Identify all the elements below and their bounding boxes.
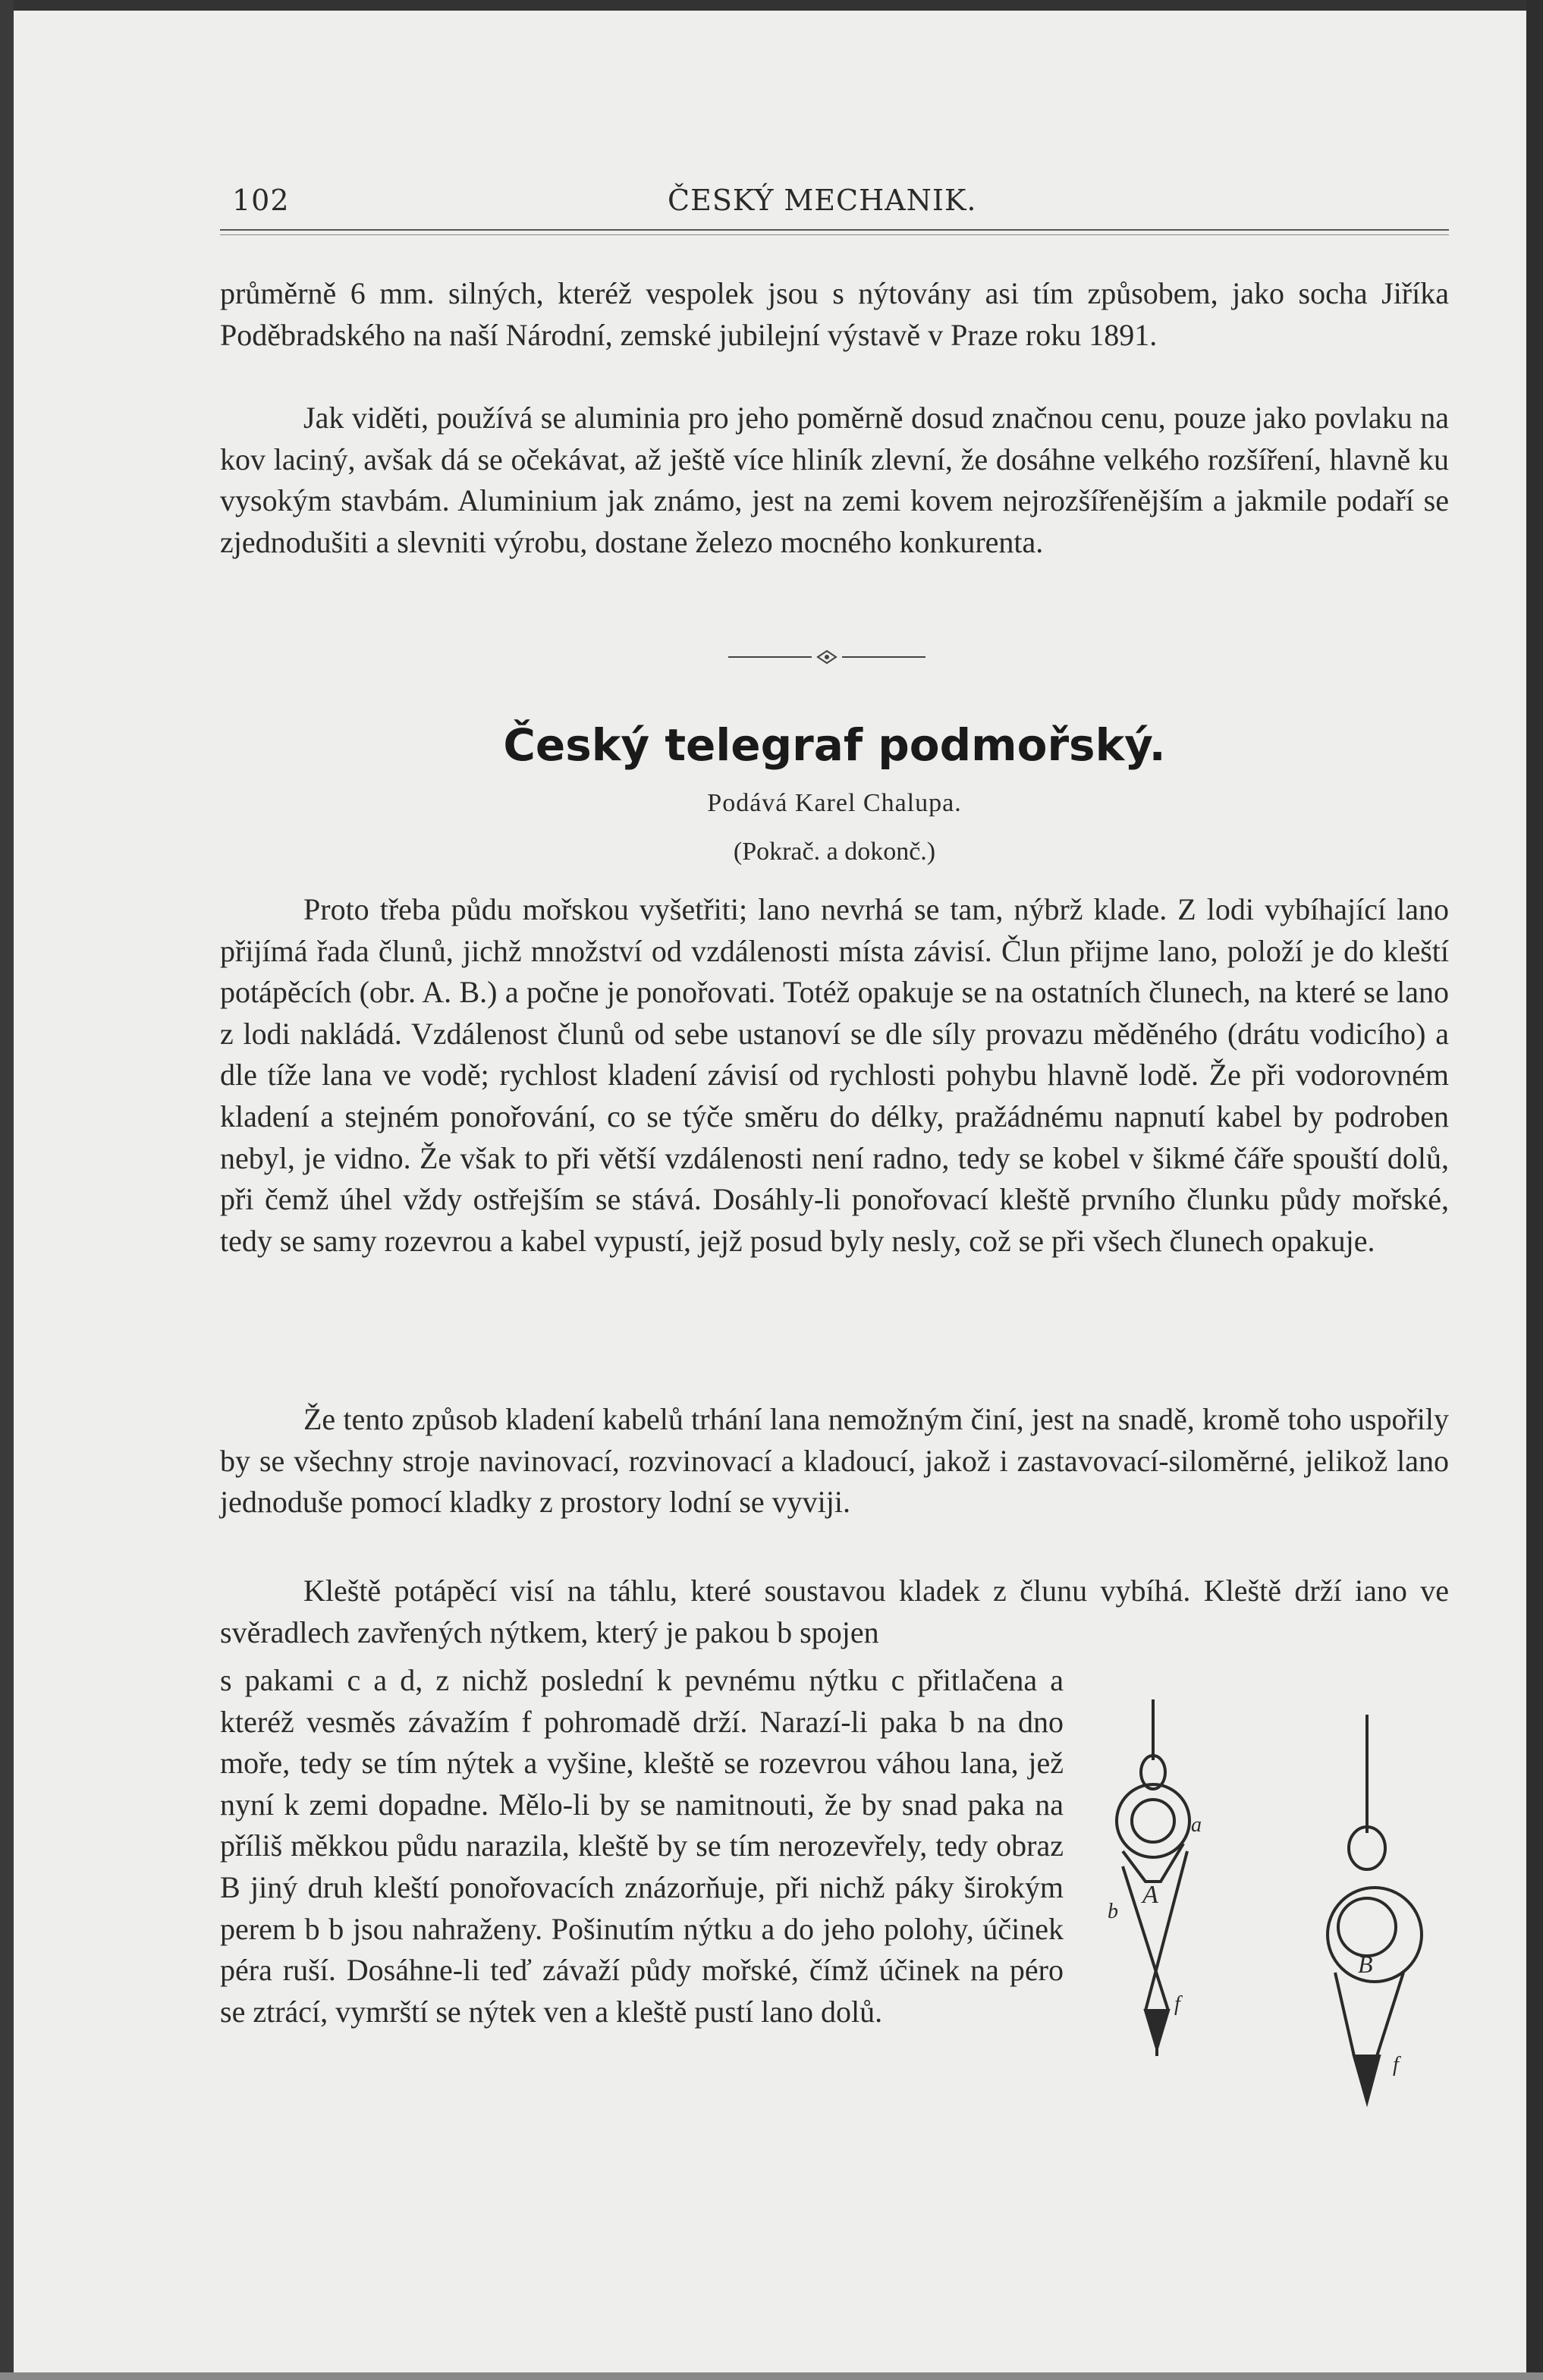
article-byline: Podává Karel Chalupa. <box>707 789 962 817</box>
page-number: 102 <box>232 184 290 217</box>
scan-border-bottom <box>0 2372 1543 2380</box>
header-rule-thin <box>220 234 1449 235</box>
journal-title: ČESKÝ MECHANIK. <box>668 184 977 217</box>
header-rule <box>220 229 1449 231</box>
section-divider-ornament <box>728 649 925 665</box>
figure-letter-b: b <box>1108 1900 1118 1923</box>
continuation-note: (Pokrač. a dokonč.) <box>733 838 936 866</box>
article-paragraph-2: Že tento způsob kladení kabelů trhání lana nemožným činí, jest na snadě, kromě toho uspořily by se všechny stroje navinovací, rozvinovací a kladoucí, jakož i zastavovací-siloměrné, jelikož lano jednoduše pomocí kladky z prostory lodní se vyviji. <box>220 1402 1449 1520</box>
article-title: Český telegraf podmořský. <box>503 719 1166 771</box>
figure-letter-a: a <box>1191 1813 1202 1837</box>
scan-border-top <box>0 0 1543 11</box>
figure-letter-f-right: f <box>1393 2053 1399 2077</box>
article-paragraph-3: Kleště potápěcí visí na táhlu, které soustavou kladek z člunu vybíhá. Kleště drží iano ve svěradlech zavřených nýtkem, který je pakou b spojen <box>220 1574 1449 1649</box>
figure-label-A: A <box>1142 1881 1158 1909</box>
scan-border-right <box>1526 0 1543 2380</box>
running-header <box>228 181 1449 226</box>
diving-pincers-illustration <box>1092 1699 1449 2139</box>
figure-B <box>1328 1715 1422 2102</box>
intro-paragraph-2: Jak viděti, používá se aluminia pro jeho poměrně dosud značnou cenu, pouze jako povlaku na kov laciný, avšak dá se očekávat, až ještě více hliník zlevní, že dosáhne velkého rozšíření, hlavně ku vysokým stavbám. Aluminium jak známo, jest na zemi kovem nejrozšířenějším a jakmile podaří se zjednodušiti a slevniti výrobu, dostane železo mocného konkurenta. <box>220 401 1449 559</box>
article-paragraph-1: Proto třeba půdu mořskou vyšetřiti; lano nevrhá se tam, nýbrž klade. Z lodi vybíhající lano přijímá řada člunů, jichž množství od vzdálenosti místa závisí. Člun přijme lano, položí je do kleští potápěcích (obr. A. B.) a počne je ponořovati. Totéž opakuje se na ostatních člunech, na které se lano z lodi nakládá. Vzdálenost člunů od sebe ustanoví se dle síly provazu měděného (drátu vodicího) a dle tíže lana ve vodě; rychlost kladení závisí od rychlosti pohybu hlavně lodě. Že při vodorovném kladení a stejném ponořování, co se týče směru do délky, pražádnému napnutí kabel by podroben nebyl, je vidno. Že však to při větší vzdálenosti není radno, tedy se kobel v šikmé čáře spouští dolů, při čemž úhel vždy ostřejším se stává. Dosáhly-li ponořovací kleště prvního člunku půdy mořské, tedy se samy rozevrou a kabel vypustí, jejž posud byly nesly, což se při všech člunech opakuje. <box>220 892 1449 1258</box>
article-paragraph-3-continued: s pakami c a d, z nichž poslední k pevnému nýtku c přitlačena a kteréž vesměs závažím f pohromadě drží. Narazí-li paka b na dno moře, tedy se tím nýtek a vyšine, kleště se rozevrou váhou lana, jež nyní k zemi dopadne. Mělo-li by se namitnouti, že by snad paka na příliš měkkou půdu narazila, kleště by se tím nerozevřely, tedy obraz B jiný druh kleští ponořovacích znázorňuje, při nichž páky širokým perem b b jsou nahraženy. Pošinutím nýtku a do jeho polohy, účinek péra ruší. Dosáhne-li teď závaží půdy mořské, čímž účinek na péro se ztrácí, vymrští se nýtek ven a kleště pustí lano dolů. <box>220 1663 1064 2029</box>
scan-border-left <box>0 0 14 2380</box>
intro-paragraph-1: průměrně 6 mm. silných, kteréž vespolek jsou s nýtovány asi tím způsobem, jako socha Jiříka Poděbradského na naší Národní, zemské jubilejní výstavě v Praze roku 1891. <box>220 276 1449 352</box>
figure-letter-f-left: f <box>1174 1992 1180 2016</box>
figure-label-B: B <box>1358 1951 1373 1978</box>
